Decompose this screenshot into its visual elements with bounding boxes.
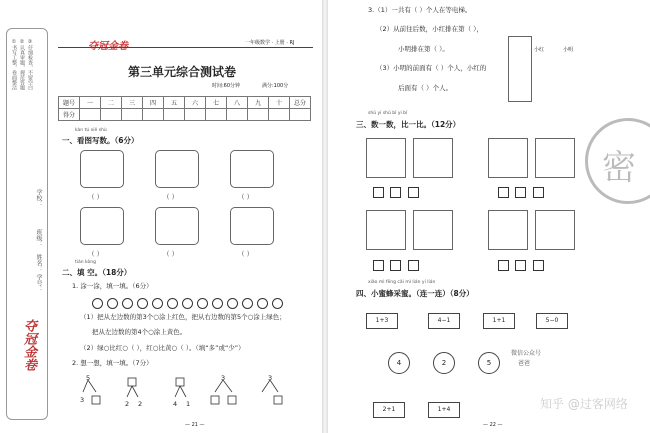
tree-number: 2 (125, 400, 130, 408)
score-header-cell: 七 (206, 97, 227, 109)
watermark-text: 爸爸 (518, 360, 531, 367)
count-box (488, 210, 528, 250)
tree-number: 3 (268, 374, 273, 382)
count-box (413, 210, 453, 250)
count-box (535, 210, 575, 250)
tree-number: 5 (86, 374, 91, 382)
score-header-cell: 八 (227, 97, 248, 109)
picture-box (155, 207, 199, 245)
person-label: 小红 (534, 47, 545, 53)
section-pinyin: shǔ yi shǔ bǐ yi bǐ (368, 111, 408, 116)
full-score: 满分:100分 (262, 83, 289, 89)
flower: 2 (433, 352, 455, 374)
zhihu-watermark: 知乎 @过客网络 (540, 397, 628, 411)
section-2-title: 二、填 空。（18分） (62, 268, 132, 277)
score-cell (80, 109, 101, 121)
elevator-door (508, 36, 532, 102)
question-3-3: 小明排在第（ ）。 (398, 45, 449, 53)
score-header-cell: 五 (164, 97, 185, 109)
score-cell (164, 109, 185, 121)
answer-blank: （ ） (238, 193, 254, 201)
bee-card: 4−1 (428, 313, 460, 329)
flower: 4 (388, 352, 410, 374)
time-label: 时间:60分钟 (212, 83, 241, 89)
score-cell (206, 109, 227, 121)
tree-number: 4 (173, 400, 178, 408)
answer-blank: （ ） (88, 193, 104, 201)
page-number: — 21 — (185, 422, 205, 428)
sidebar-note: ①书写工整，卷面整洁 (11, 39, 17, 90)
sidebar-field: 学号： (35, 274, 42, 292)
picture-box (230, 207, 274, 245)
bee-card: 1+4 (428, 402, 460, 418)
score-cell (122, 109, 143, 121)
score-cell (101, 109, 122, 121)
tree-number: 2 (138, 400, 143, 408)
watermark-text: 微信公众号 (511, 350, 542, 357)
count-box (366, 138, 406, 178)
score-cell (269, 109, 290, 121)
score-header-cell: 四 (143, 97, 164, 109)
answer-blank: （ ） (163, 193, 179, 201)
sidebar-note: ②认真审题，规范答题 (19, 39, 25, 90)
sidebar-note: ③仔细检查，不留空白 (27, 39, 33, 90)
score-header-cell: 题号 (59, 97, 80, 109)
header-rule (58, 47, 313, 48)
stamp-char: 密 (602, 148, 636, 188)
bee-card: 5−0 (536, 313, 568, 329)
answer-blank: （ ） (88, 250, 104, 258)
answer-blank: （ ） (238, 250, 254, 258)
picture-box (230, 150, 274, 188)
score-row-label: 得分 (59, 109, 80, 121)
score-header-cell: 二 (101, 97, 122, 109)
picture-box (155, 150, 199, 188)
score-header-cell: 六 (185, 97, 206, 109)
question-1-2: 把从左边数的第4个○涂上黄色。 (92, 328, 187, 336)
tree-number: 3 (80, 396, 85, 404)
score-cell (185, 109, 206, 121)
number-trees (80, 372, 310, 417)
score-table (58, 96, 311, 121)
score-cell (143, 109, 164, 121)
person-label: 小明 (563, 47, 574, 53)
picture-box (80, 150, 124, 188)
question-1-3: （2）绿○比红○（ ），红○比黄○（ ）。（填“多”或“少”） (80, 344, 245, 352)
answer-blank: （ ） (163, 250, 179, 258)
section-1-title: 一、看图写数。（6分） (62, 136, 139, 145)
tree-number: 3 (221, 374, 226, 382)
question-3-4: （3）小明的前面有（ ）个人，小红的 (376, 64, 487, 72)
bee-card: 1+1 (483, 313, 515, 329)
sidebar-field: 班级： (35, 229, 42, 247)
count-box (488, 138, 528, 178)
section-pinyin: xiǎo mì fēng cǎi mì lián yi lián (368, 280, 436, 285)
left-page (0, 0, 322, 433)
score-cell (248, 109, 269, 121)
section-pinyin: kàn tú xiě shù (75, 128, 107, 133)
circle-row (92, 293, 287, 312)
score-header-cell: 十 (269, 97, 290, 109)
bee-card: 2+1 (373, 402, 405, 418)
count-box (366, 210, 406, 250)
score-header-cell: 三 (122, 97, 143, 109)
count-box (413, 138, 453, 178)
score-header-cell: 一 (80, 97, 101, 109)
page-number: — 22 — (483, 422, 503, 428)
picture-box (80, 207, 124, 245)
tree-number: 1 (186, 400, 191, 408)
score-cell (290, 109, 311, 121)
right-page (328, 0, 650, 433)
header-right: 一年级数学 · 上册 · RJ (245, 40, 295, 46)
question-1-1: （1）把从左边数的第3个○涂上红色，把从右边数的第5个○涂上绿色； (80, 313, 286, 321)
section-4-title: 四、小蜜蜂采蜜。（连一连）（8分） (356, 289, 474, 298)
sidebar-field: 姓名： (35, 254, 42, 272)
score-header-cell: 九 (248, 97, 269, 109)
page-title: 第三单元综合测试卷 (128, 65, 237, 79)
question-3-2: （2）从前往后数，小红排在第（ ）， (376, 25, 483, 33)
score-cell (227, 109, 248, 121)
score-header-cell: 总分 (290, 97, 311, 109)
section-3-title: 三、数一数，比一比。（12分） (356, 120, 461, 129)
flower: 5 (478, 352, 500, 374)
question-2: 2. 想一想，填一填。（7分） (72, 359, 153, 367)
question-3: 3.（1）一共有（ ）个人在等电梯。 (368, 6, 472, 14)
brand-tag (88, 37, 128, 52)
question-3-5: 后面有（ ）个人。 (398, 84, 453, 92)
question-1: 1. 涂一涂，填一填。（6分） (72, 282, 153, 290)
sidebar (6, 28, 48, 420)
sidebar-brand: 夺冠金卷 (21, 319, 36, 371)
sidebar-field: 学校： (35, 189, 42, 207)
section-pinyin: tián kòng (75, 260, 96, 265)
count-box (535, 138, 575, 178)
bee-card: 1+3 (366, 313, 398, 329)
